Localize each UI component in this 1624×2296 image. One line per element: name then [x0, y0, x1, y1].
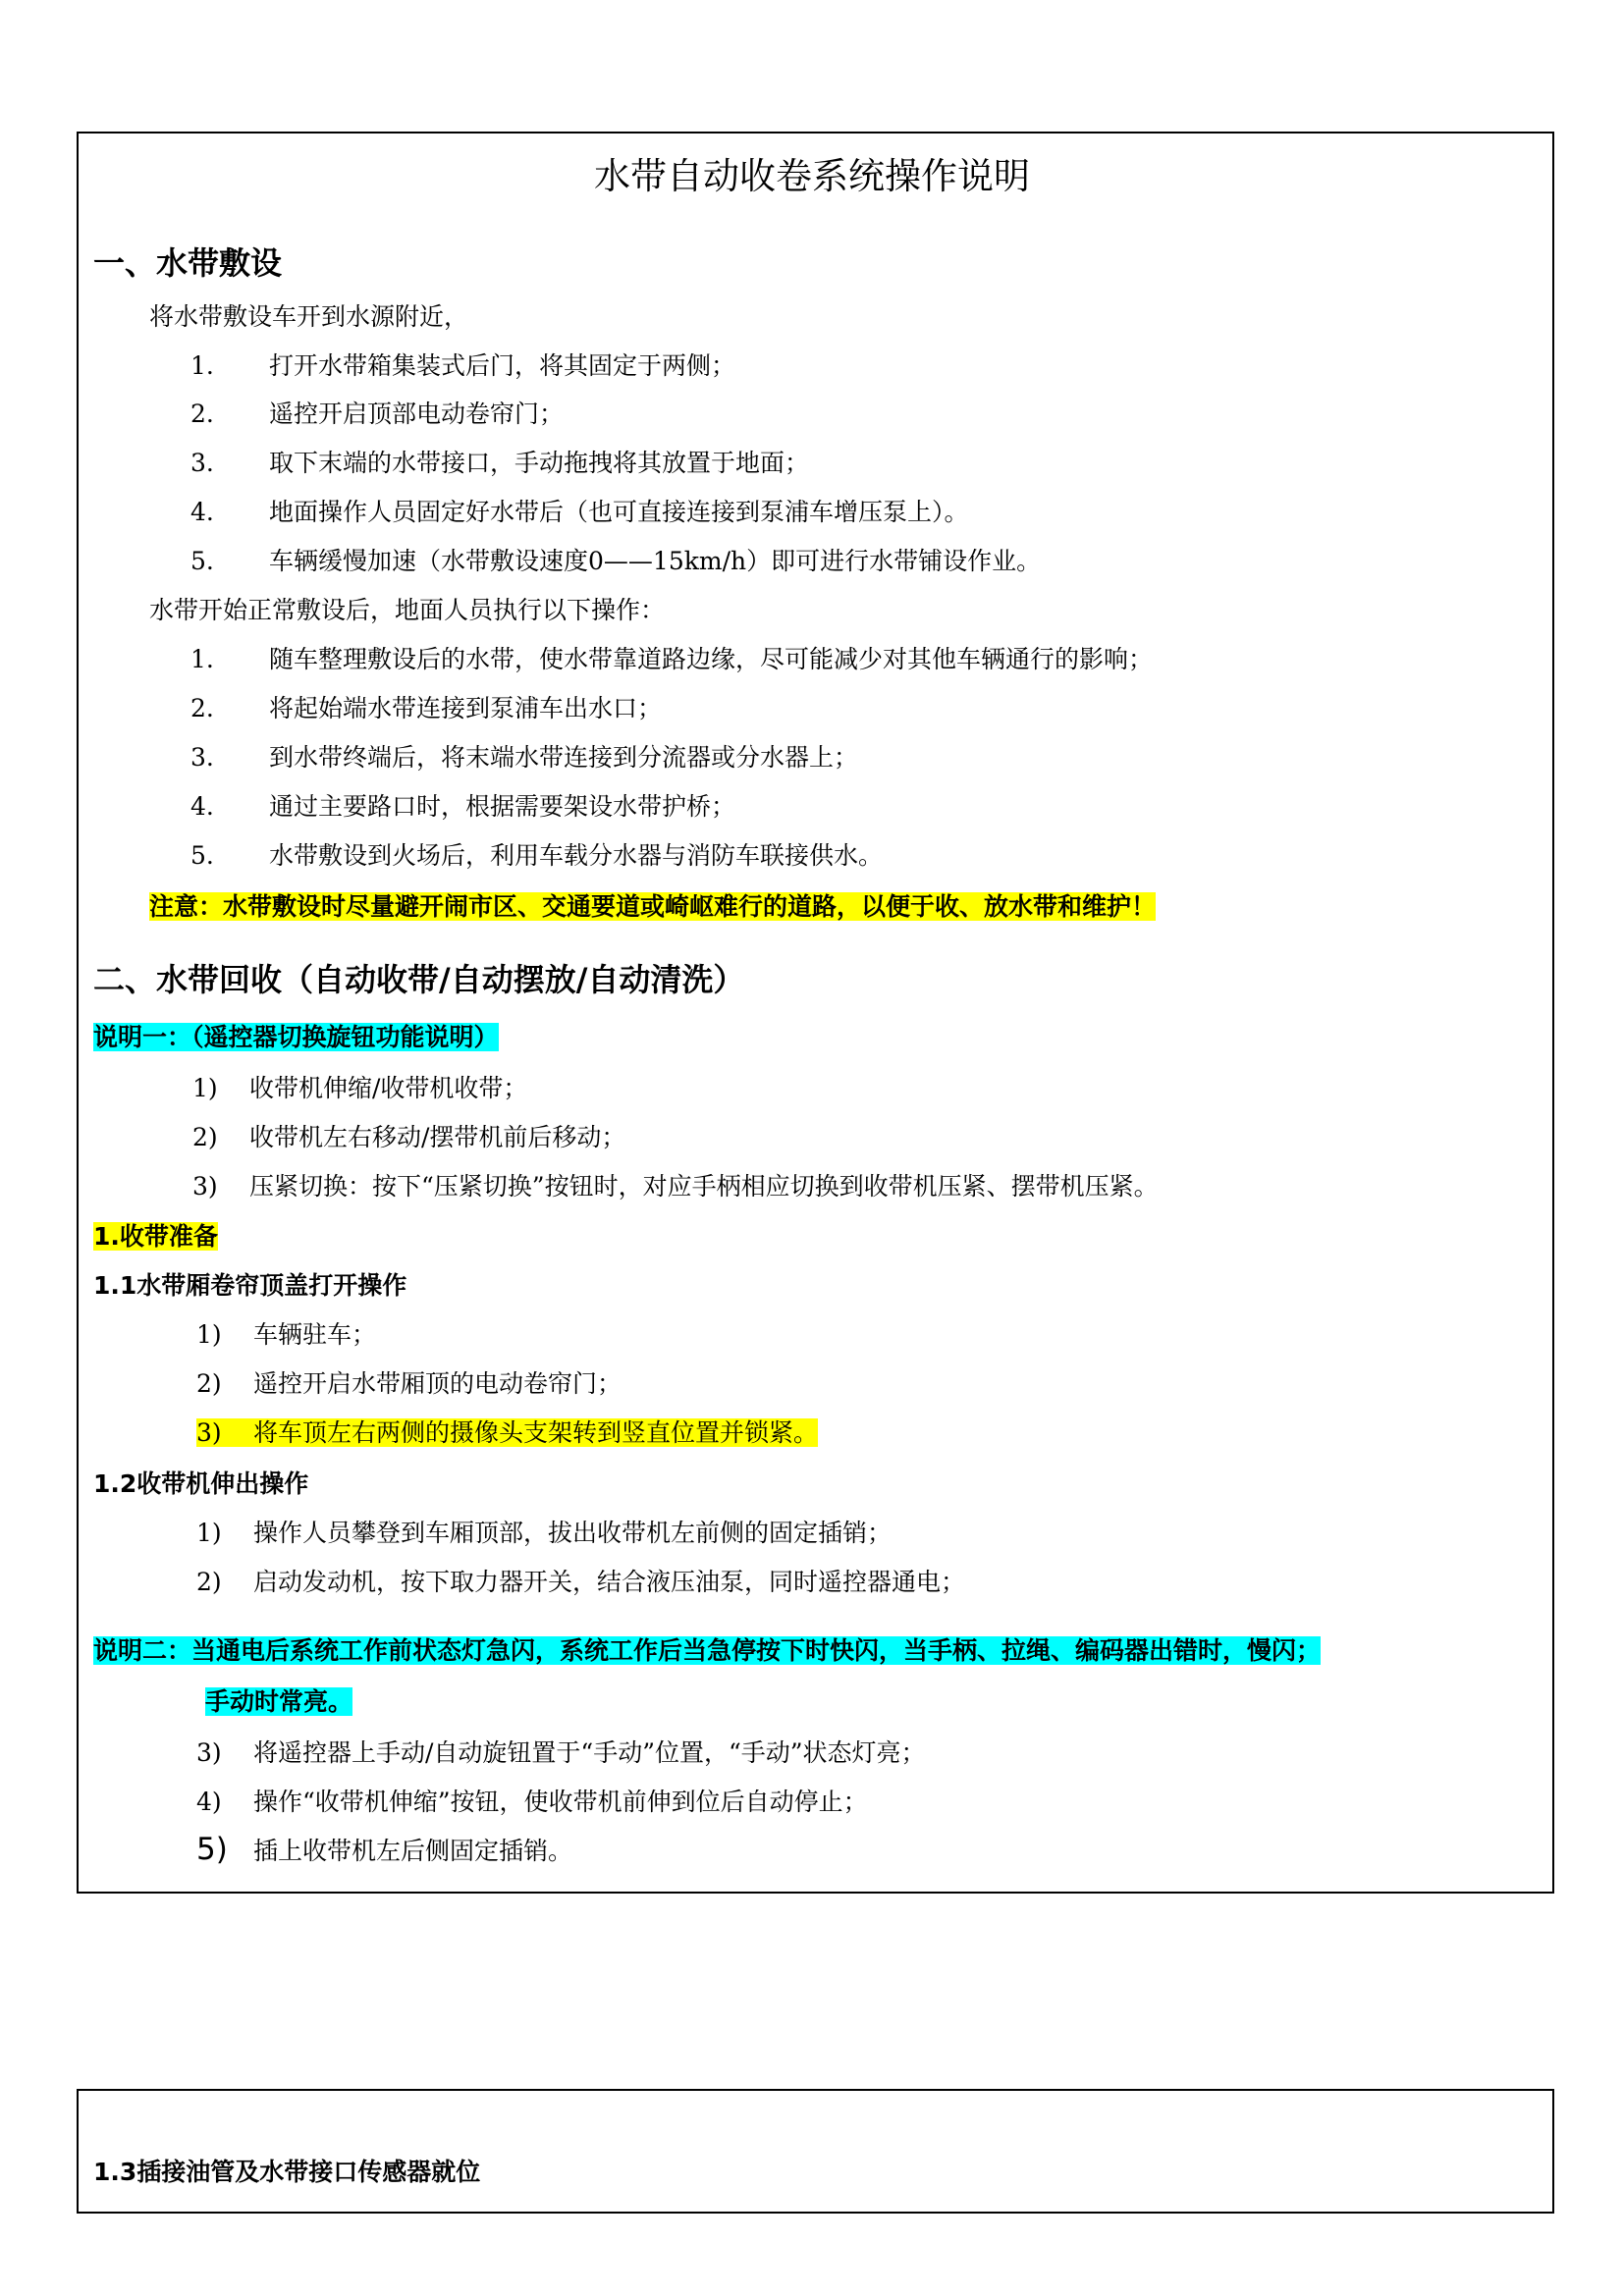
page-title: 水带自动收卷系统操作说明: [594, 155, 1030, 197]
list-item: 1. 随车整理敷设后的水带，使水带靠道路边缘，尽可能减少对其他车辆通行的影响；: [190, 645, 1154, 673]
list-item: 2. 遥控开启顶部电动卷帘门；: [190, 400, 565, 428]
prep-heading: 1.收带准备: [93, 1222, 218, 1251]
section2-heading: 二、水带回收（自动收带/自动摆放/自动清洗）: [93, 961, 745, 998]
list-item: 2) 收带机左右移动/摆带机前后移动；: [192, 1123, 626, 1151]
list-item: 1) 收带机伸缩/收带机收带；: [192, 1074, 528, 1102]
section1-note: 注意：水带敷设时尽量避开闹市区、交通要道或崎岖难行的道路，以便于收、放水带和维护！: [149, 892, 1157, 921]
list-item: 1. 打开水带箱集装式后门，将其固定于两侧；: [190, 351, 736, 380]
list-item: 2) 启动发动机，按下取力器开关，结合液压油泵，同时遥控器通电；: [196, 1568, 966, 1596]
list-item: 5. 水带敷设到火场后，利用车载分水器与消防车联接供水。: [190, 841, 884, 870]
sub13-heading: 1.3插接油管及水带接口传感器就位: [93, 2158, 481, 2186]
list-item: 4) 操作“收带机伸缩”按钮，使收带机前伸到位后自动停止；: [196, 1788, 868, 1816]
list-item: 1) 操作人员攀登到车厢顶部，拔出收带机左前侧的固定插销；: [196, 1519, 893, 1547]
list-item: 5) 插上收带机左后侧固定插销。: [196, 1832, 573, 1867]
explain2-line2: 手动时常亮。: [205, 1687, 353, 1716]
sub12-heading: 1.2收带机伸出操作: [93, 1469, 309, 1498]
list-item: 3) 将遥控器上手动/自动旋钮置于“手动”位置，“手动”状态灯亮；: [196, 1738, 926, 1767]
explain1-heading: 说明一：（遥控器切换旋钮功能说明）: [93, 1023, 499, 1051]
section1-intro: 将水带敷设车开到水源附近，: [149, 302, 469, 331]
list-item: 3) 压紧切换：按下“压紧切换”按钮时，对应手柄相应切换到收带机压紧、摆带机压紧。: [192, 1172, 1159, 1201]
section1-heading: 一、水带敷设: [93, 244, 283, 282]
section1-intro2: 水带开始正常敷设后，地面人员执行以下操作：: [149, 596, 666, 624]
list-item: 1) 车辆驻车；: [196, 1320, 377, 1349]
list-item: 3. 到水带终端后，将末端水带连接到分流器或分水器上；: [190, 743, 859, 772]
document-frame: [77, 132, 1554, 1894]
list-item: 5. 车辆缓慢加速（水带敷设速度0——15km/h）即可进行水带铺设作业。: [190, 547, 1042, 575]
list-item: 4. 通过主要路口时，根据需要架设水带护桥；: [190, 792, 736, 821]
explain2-line1: 说明二：当通电后系统工作前状态灯急闪，系统工作后当急停按下时快闪，当手柄、拉绳、编码器出错时，慢闪；: [93, 1636, 1322, 1665]
document-frame-page2: [77, 2089, 1554, 2214]
sub11-heading: 1.1水带厢卷帘顶盖打开操作: [93, 1271, 407, 1300]
list-item: 2. 将起始端水带连接到泵浦车出水口；: [190, 694, 663, 722]
list-item: 3) 将车顶左右两侧的摄像头支架转到竖直位置并锁紧。: [196, 1418, 819, 1447]
list-item: 3. 取下末端的水带接口，手动拖拽将其放置于地面；: [190, 449, 810, 477]
list-item: 4. 地面操作人员固定好水带后（也可直接连接到泵浦车增压泵上）。: [190, 498, 969, 526]
list-item: 2) 遥控开启水带厢顶的电动卷帘门；: [196, 1369, 623, 1398]
